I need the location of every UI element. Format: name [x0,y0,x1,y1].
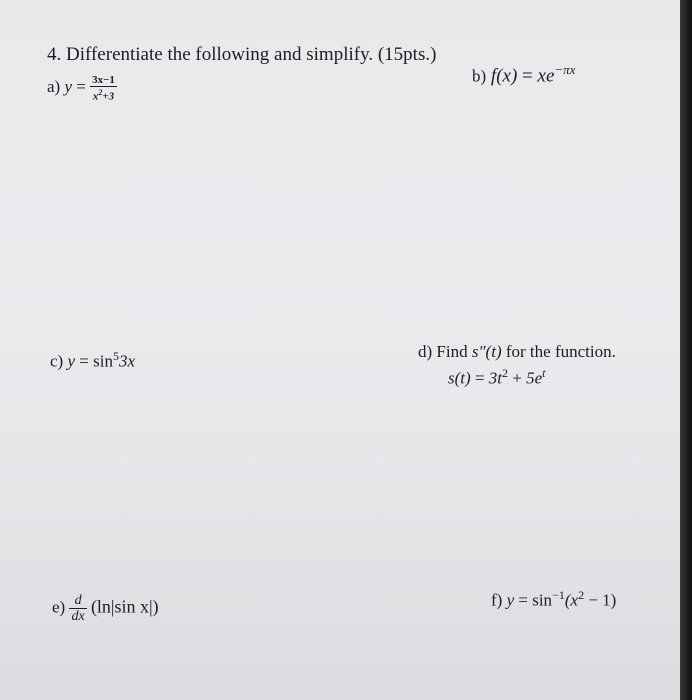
part-d-prompt [418,342,616,362]
part-b-base: xe [537,65,555,87]
part-d-derivative: s″(t) [471,342,502,361]
part-f-lhs: y [506,590,515,610]
part-d-term1: 3t [488,368,502,388]
part-c-lhs: y [67,351,76,371]
part-b [472,62,575,87]
part-f-argument-rest: − 1) [584,590,617,610]
part-e-label: e) [52,597,66,617]
part-e-derivative-operator [69,593,86,624]
part-c-exponent: 5 [112,349,119,363]
part-a [47,74,117,103]
part-b-equals: = [522,65,533,87]
part-a-denominator-exp: 2 [98,88,103,97]
part-f-label: f) [491,590,503,610]
part-e [52,593,159,624]
part-c-equals: = [79,351,89,371]
part-b-label: b) [472,66,487,86]
part-d-term2-exp: t [542,366,546,380]
part-b-lhs: f(x) [490,65,518,87]
part-c-func: sin [93,351,113,371]
part-a-denominator-base: x [92,90,99,103]
part-d-label: d) [418,342,433,361]
part-c-argument: 3x [118,351,135,371]
part-a-numerator: 3x−1 [92,74,115,86]
part-d-prompt-start: Find [436,342,468,361]
part-f-exponent: −1 [552,588,565,602]
part-f-argument-exp: 2 [578,588,585,602]
part-c [50,349,135,372]
part-f-func: sin [532,590,553,610]
part-f [491,588,616,611]
part-a-lhs: y [64,77,73,97]
part-d-term1-exp: 2 [502,366,508,380]
question-instruction: Differentiate the following and simplify. (15pts.) [66,44,437,65]
part-d-plus: + [512,368,522,388]
question-number: 4. [47,44,62,65]
part-a-denominator-rest: +3 [102,90,115,103]
part-b-exponent: −πx [554,62,576,77]
part-d-function [448,366,545,389]
part-e-d-denominator: dx [71,609,85,624]
part-a-fraction [90,74,117,103]
part-e-expression: (ln|sin x|) [90,596,159,617]
part-a-denominator [90,87,117,103]
part-e-d-numerator: d [69,593,86,609]
part-d-equals: = [474,368,485,388]
part-a-equals: = [76,77,86,97]
part-a-label: a) [47,77,61,97]
part-f-equals: = [518,590,528,610]
part-d-term2: 5e [526,368,543,388]
part-f-argument: (x [564,590,579,610]
part-d-prompt-end: for the function. [505,342,616,361]
part-d-lhs: s(t) [448,368,471,388]
question-heading [47,44,436,66]
page-edge-shadow [680,0,692,700]
part-c-label: c) [50,351,64,371]
